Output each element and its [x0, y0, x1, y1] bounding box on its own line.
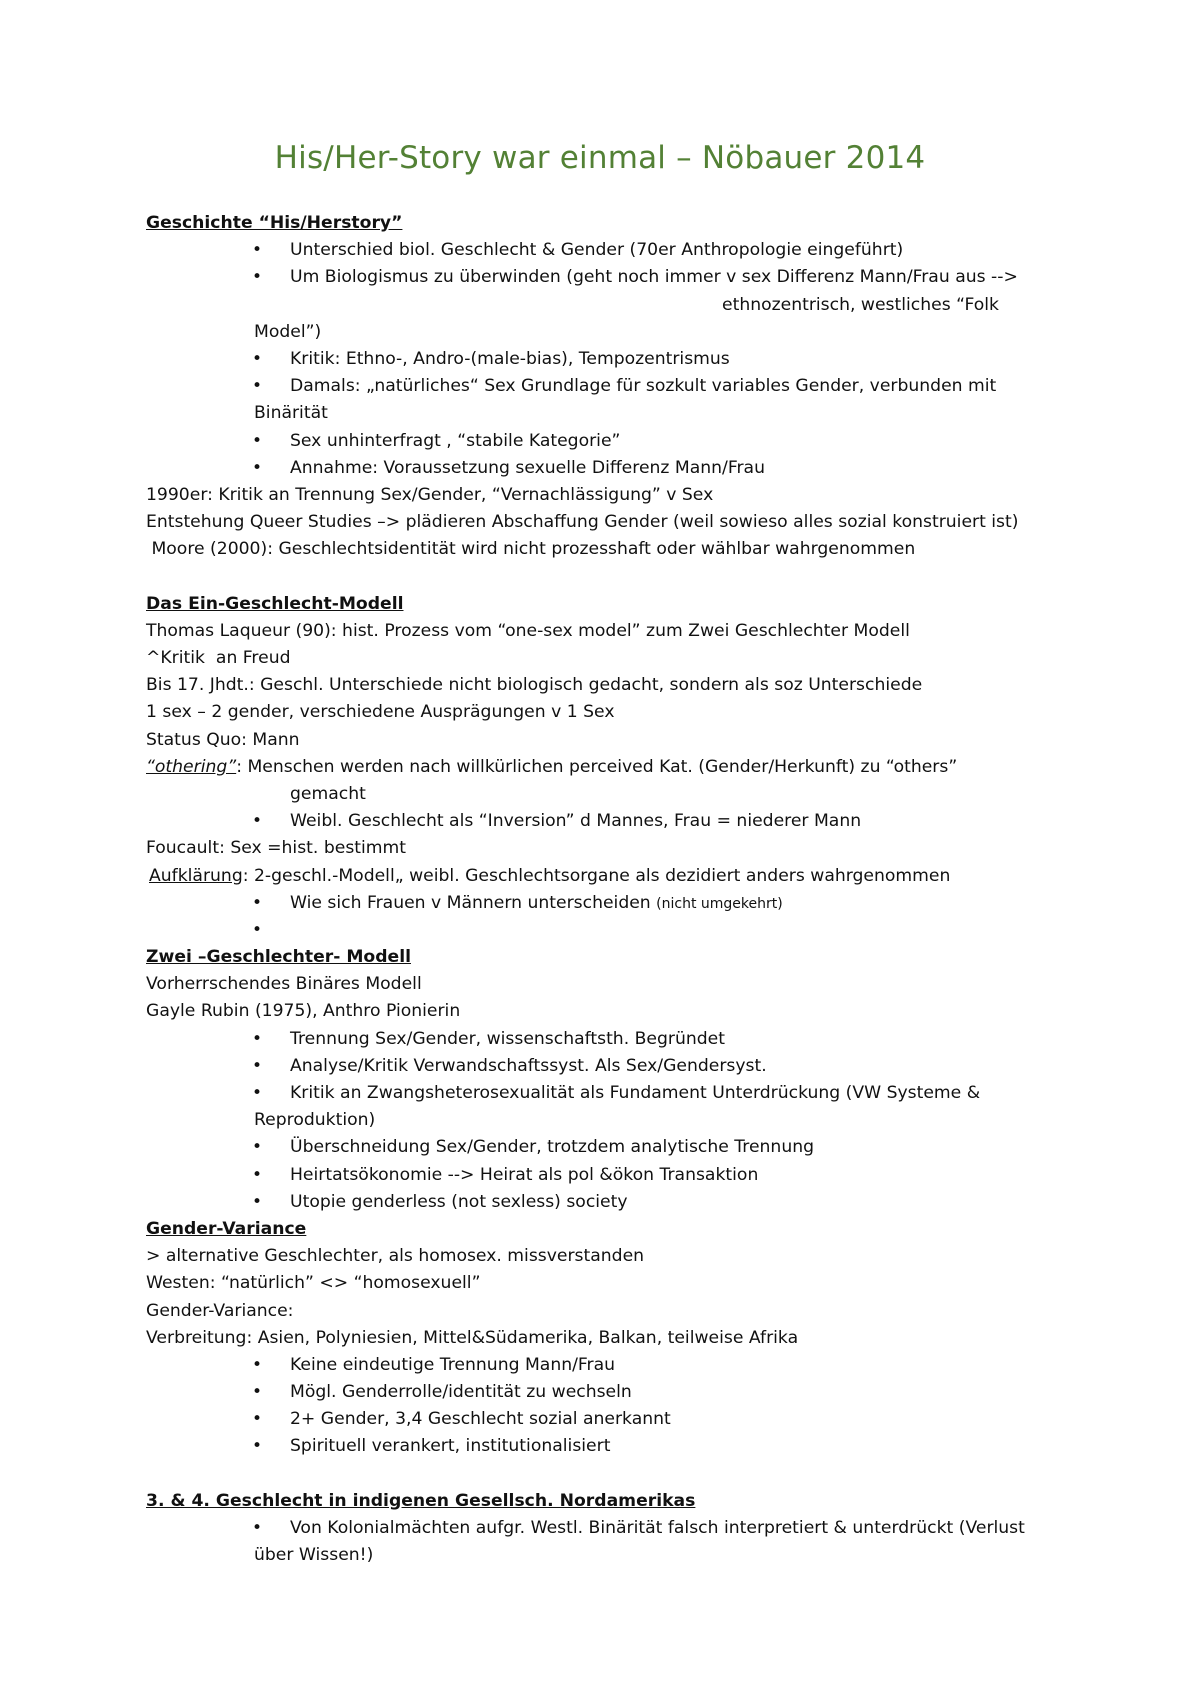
- list-item-continuation: ethnozentrisch, westliches “Folk: [722, 294, 1000, 315]
- section-heading-gender-variance: Gender-Variance: [146, 1218, 307, 1239]
- paragraph-aufklaerung: [146, 863, 1086, 890]
- list-item: [146, 890, 1086, 917]
- paragraph: 1 sex – 2 gender, verschiedene Ausprägungen v 1 Sex: [146, 702, 615, 723]
- blank-line: [146, 1461, 1086, 1488]
- list-item: • Damals: „natürliches“ Sex Grundlage für sozkult variables Gender, verbunden mit: [146, 373, 1086, 400]
- list-item: • Von Kolonialmächten aufgr. Westl. Binärität falsch interpretiert & unterdrückt (Verlust: [146, 1515, 1086, 1542]
- paragraph-continuation: gemacht: [290, 783, 366, 804]
- paragraph: Moore (2000): Geschlechtsidentität wird nicht prozesshaft oder wählbar wahrgenommen: [146, 539, 916, 560]
- list-item-continuation: Reproduktion): [254, 1110, 376, 1131]
- section-heading-geschichte: Geschichte “His/Herstory”: [146, 213, 403, 233]
- list-item: • Keine eindeutige Trennung Mann/Frau: [146, 1352, 1086, 1379]
- list-item: • Sex unhinterfragt , “stabile Kategorie”: [146, 428, 1086, 455]
- list-item-text: Wie sich Frauen v Männern unterscheiden: [290, 892, 657, 913]
- section-heading-zwei-geschlechter: Zwei –Geschlechter- Modell: [146, 947, 411, 968]
- list-item: • Analyse/Kritik Verwandschaftssyst. Als Sex/Gendersyst.: [146, 1053, 1086, 1080]
- paragraph: Thomas Laqueur (90): hist. Prozess vom “one-sex model” zum Zwei Geschlechter Modell: [146, 620, 910, 641]
- list-item: • Utopie genderless (not sexless) society: [146, 1189, 1086, 1216]
- list-item: • 2+ Gender, 3,4 Geschlecht sozial anerkannt: [146, 1406, 1086, 1433]
- paragraph: Gender-Variance:: [146, 1300, 294, 1321]
- list-item: • Mögl. Genderrolle/identität zu wechseln: [146, 1379, 1086, 1406]
- list-item: • Trennung Sex/Gender, wissenschaftsth. Begründet: [146, 1026, 1086, 1053]
- page-title: His/Her-Story war einmal – Nöbauer 2014: [274, 140, 926, 176]
- section-heading-indigene-gesellschaften: 3. & 4. Geschlecht in indigenen Gesellsch. Nordamerikas: [146, 1490, 696, 1511]
- list-item: • Unterschied biol. Geschlecht & Gender (70er Anthropologie eingeführt): [146, 237, 1086, 264]
- paragraph: 1990er: Kritik an Trennung Sex/Gender, “Vernachlässigung” v Sex: [146, 484, 714, 505]
- paragraph: Westen: “natürlich” <> “homosexuell”: [146, 1273, 481, 1294]
- paragraph: Status Quo: Mann: [146, 729, 300, 750]
- paragraph: Foucault: Sex =hist. bestimmt: [146, 838, 407, 859]
- section-heading-ein-geschlecht: Das Ein-Geschlecht-Modell: [146, 593, 404, 614]
- list-item: • Weibl. Geschlecht als “Inversion” d Mannes, Frau = niederer Mann: [146, 808, 1086, 835]
- paragraph: Gayle Rubin (1975), Anthro Pionierin: [146, 1001, 461, 1022]
- othering-term: “othering”: [146, 756, 237, 777]
- paragraph: Bis 17. Jhdt.: Geschl. Unterschiede nicht biologisch gedacht, sondern als soz Unterschiede: [146, 675, 923, 696]
- list-item-continuation: Binärität: [254, 403, 328, 424]
- aufklaerung-term: Aufklärung: [149, 865, 243, 886]
- list-item: • Annahme: Voraussetzung sexuelle Differenz Mann/Frau: [146, 455, 1086, 482]
- paragraph: Verbreitung: Asien, Polyniesien, Mittel&Südamerika, Balkan, teilweise Afrika: [146, 1327, 799, 1348]
- list-item-continuation: über Wissen!): [254, 1545, 374, 1566]
- paragraph: Entstehung Queer Studies –> plädieren Abschaffung Gender (weil sowieso alles sozial konstruiert ist): [146, 512, 1019, 533]
- empty-list-item: [146, 917, 1086, 944]
- list-item: • Spirituell verankert, institutionalisiert: [146, 1433, 1086, 1460]
- othering-definition: : Menschen werden nach willkürlichen perceived Kat. (Gender/Herkunft) zu “others”: [236, 756, 958, 777]
- list-item: • Kritik an Zwangsheterosexualität als Fundament Unterdrückung (VW Systeme &: [146, 1080, 1086, 1107]
- paragraph: > alternative Geschlechter, als homosex. missverstanden: [146, 1246, 645, 1267]
- list-item-continuation: Model”): [254, 321, 322, 342]
- list-item: • Um Biologismus zu überwinden (geht noch immer v sex Differenz Mann/Frau aus -->: [146, 264, 1086, 291]
- document-body: [146, 210, 1086, 1569]
- aufklaerung-text: : 2-geschl.-Modell„ weibl. Geschlechtsorgane als dezidiert anders wahrgenommen: [242, 865, 951, 886]
- blank-line: [146, 563, 1086, 590]
- paragraph-othering: [146, 754, 1086, 781]
- list-item: • Kritik: Ethno-, Andro-(male-bias), Tempozentrismus: [146, 346, 1086, 373]
- paragraph: Vorherrschendes Binäres Modell: [146, 974, 422, 995]
- list-item-note: (nicht umgekehrt): [656, 895, 783, 912]
- list-item: • Heirtatsökonomie --> Heirat als pol &ökon Transaktion: [146, 1162, 1086, 1189]
- paragraph: ^Kritik an Freud: [146, 648, 291, 668]
- list-item: • Überschneidung Sex/Gender, trotzdem analytische Trennung: [146, 1134, 1086, 1161]
